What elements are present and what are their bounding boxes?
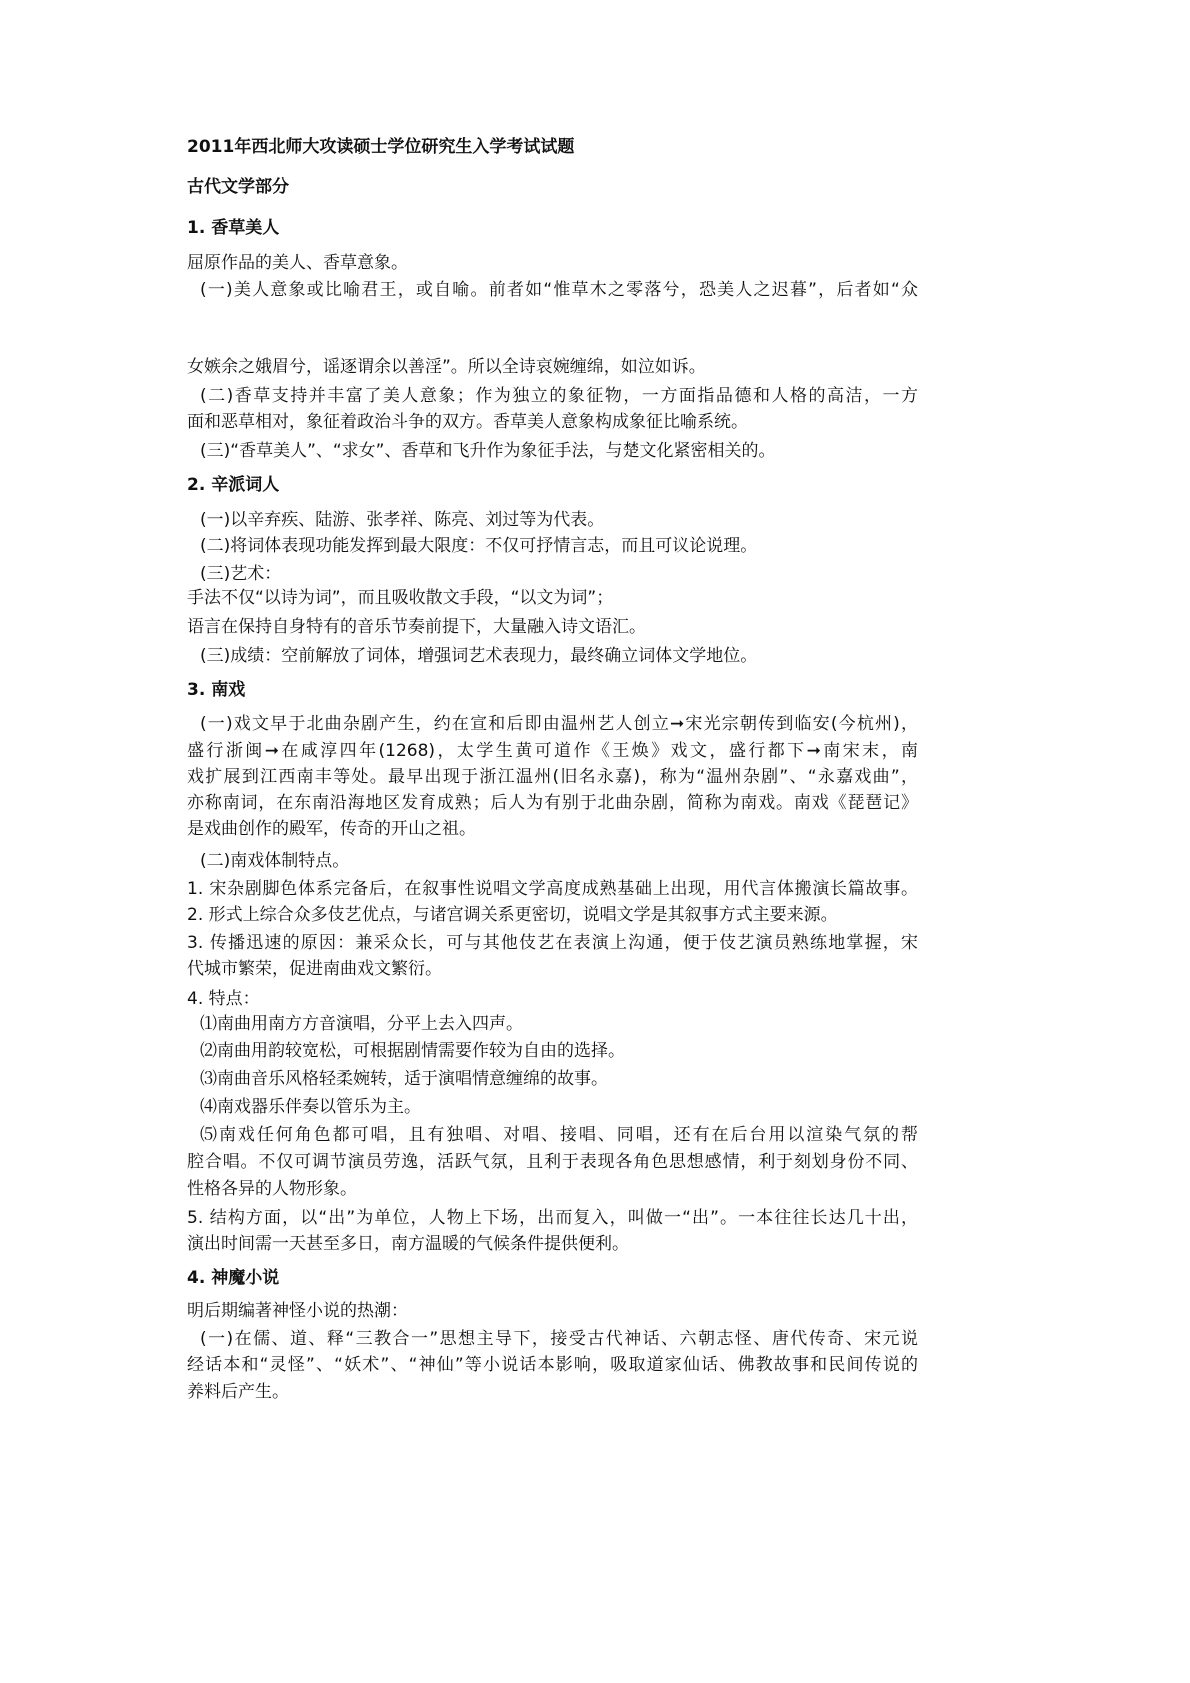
paragraph-line: 1. 宋杂剧脚色体系完备后，在叙事性说唱文学高度成熟基础上出现，用代言体搬演长篇故事。 bbox=[187, 879, 918, 899]
paragraph-line: (二)南戏体制特点。 bbox=[200, 851, 350, 871]
paragraph-line: (二)将词体表现功能发挥到最大限度：不仅可抒情言志，而且可议论说理。 bbox=[200, 536, 758, 556]
paragraph-line: 3. 传播迅速的原因：兼采众长，可与其他伎艺在表演上沟通，便于伎艺演员熟练地掌握，宋 bbox=[187, 933, 918, 953]
paragraph-line: (一)戏文早于北曲杂剧产生，约在宣和后即由温州艺人创立➞宋光宗朝传到临安(今杭州)， bbox=[200, 714, 918, 734]
paragraph-line: 5. 结构方面，以“出”为单位，人物上下场，出而复入，叫做一“出”。一本往往长达几十出， bbox=[187, 1208, 918, 1228]
paragraph-line: ⑶南曲音乐风格轻柔婉转，适于演唱情意缠绵的故事。 bbox=[200, 1069, 608, 1089]
paragraph-line: 经话本和“灵怪”、“妖术”、“神仙”等小说话本影响，吸取道家仙话、佛教故事和民间传说的 bbox=[187, 1355, 918, 1375]
paragraph-line: 性格各异的人物形象。 bbox=[187, 1179, 357, 1199]
section-heading: 3. 南戏 bbox=[187, 680, 246, 700]
section-title: 古代文学部分 bbox=[187, 177, 289, 197]
paragraph-line: 明后期编著神怪小说的热潮： bbox=[187, 1301, 408, 1321]
paragraph-line: (三)艺术： bbox=[200, 564, 282, 584]
paragraph-line: 养料后产生。 bbox=[187, 1382, 289, 1402]
paragraph-line: 女嫉余之娥眉兮，谣逐谓余以善淫”。所以全诗哀婉缠绵，如泣如诉。 bbox=[187, 357, 706, 377]
paragraph-line: 亦称南词，在东南沿海地区发育成熟；后人为有别于北曲杂剧，简称为南戏。南戏《琵琶记》 bbox=[187, 793, 918, 813]
paragraph-line: 手法不仅“以诗为词”，而且吸收散文手段，“以文为词”； bbox=[187, 588, 614, 608]
paragraph-line: 面和恶草相对，象征着政治斗争的双方。香草美人意象构成象征比喻系统。 bbox=[187, 412, 748, 432]
section-heading: 2. 辛派词人 bbox=[187, 475, 280, 495]
paragraph-line: 演出时间需一天甚至多日，南方温暖的气候条件提供便利。 bbox=[187, 1234, 629, 1254]
section-heading: 4. 神魔小说 bbox=[187, 1268, 280, 1288]
paragraph-line: ⑴南曲用南方方音演唱，分平上去入四声。 bbox=[200, 1014, 523, 1034]
paragraph-line: 2. 形式上综合众多伎艺优点，与诸宫调关系更密切，说唱文学是其叙事方式主要来源。 bbox=[187, 905, 838, 925]
paragraph-line: 是戏曲创作的殿军，传奇的开山之祖。 bbox=[187, 819, 476, 839]
paragraph-line: 4. 特点： bbox=[187, 989, 260, 1009]
section-heading: 1. 香草美人 bbox=[187, 218, 280, 238]
paragraph-line: 盛行浙闽➞在咸淳四年(1268)，太学生黄可道作《王焕》戏文，盛行都下➞南宋末，南 bbox=[187, 741, 918, 761]
document-title: 2011年西北师大攻读硕士学位研究生入学考试试题 bbox=[187, 137, 575, 157]
paragraph-line: 代城市繁荣，促进南曲戏文繁衍。 bbox=[187, 959, 442, 979]
paragraph-line: 语言在保持自身特有的音乐节奏前提下，大量融入诗文语汇。 bbox=[187, 617, 646, 637]
paragraph-line: (一)在儒、道、释“三教合一”思想主导下，接受古代神话、六朝志怪、唐代传奇、宋元说 bbox=[200, 1329, 918, 1349]
paragraph-line: 屈原作品的美人、香草意象。 bbox=[187, 253, 408, 273]
paragraph-line: (一)以辛弃疾、陆游、张孝祥、陈亮、刘过等为代表。 bbox=[200, 510, 605, 530]
paragraph-line: 戏扩展到江西南丰等处。最早出现于浙江温州(旧名永嘉)，称为“温州杂剧”、“永嘉戏曲”， bbox=[187, 767, 918, 787]
paragraph-line: ⑵南曲用韵较宽松，可根据剧情需要作较为自由的选择。 bbox=[200, 1041, 625, 1061]
paragraph-line: 腔合唱。不仅可调节演员劳逸，活跃气氛，且利于表现各角色思想感情，利于刻划身份不同、 bbox=[187, 1152, 918, 1172]
paragraph-line: (一)美人意象或比喻君王，或自喻。前者如“惟草木之零落兮，恐美人之迟暮”，后者如“众 bbox=[200, 280, 918, 300]
paragraph-line: (三)“香草美人”、“求女”、香草和飞升作为象征手法，与楚文化紧密相关的。 bbox=[200, 441, 776, 461]
paragraph-line: ⑸南戏任何角色都可唱，且有独唱、对唱、接唱、同唱，还有在后台用以渲染气氛的帮 bbox=[200, 1125, 918, 1145]
paragraph-line: (三)成绩：空前解放了词体，增强词艺术表现力，最终确立词体文学地位。 bbox=[200, 646, 758, 666]
paragraph-line: (二)香草支持并丰富了美人意象；作为独立的象征物，一方面指品德和人格的高洁，一方 bbox=[200, 386, 918, 406]
paragraph-line: ⑷南戏器乐伴奏以管乐为主。 bbox=[200, 1097, 421, 1117]
